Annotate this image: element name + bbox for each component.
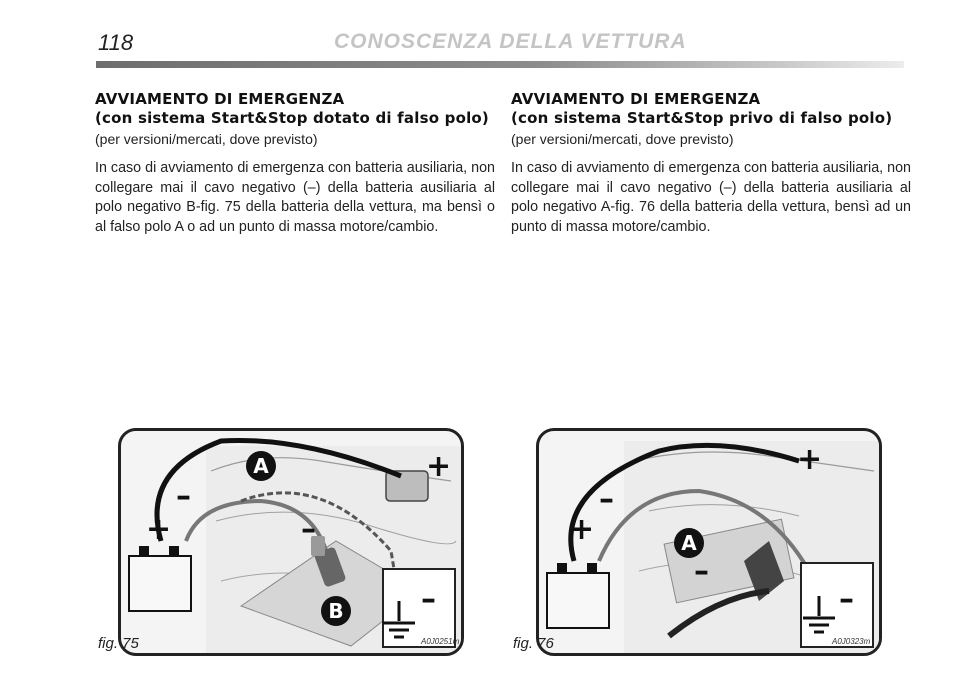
left-column <box>95 90 495 237</box>
minus-sign: – <box>176 479 191 514</box>
plus-sign: + <box>797 442 823 477</box>
figure-caption: fig. 75 <box>98 635 139 652</box>
header-rule <box>96 61 904 68</box>
section-subtitle: (con sistema Start&Stop dotato di falso polo) <box>95 109 489 127</box>
figure-caption: fig. 76 <box>513 635 554 652</box>
section-title: AVVIAMENTO DI EMERGENZA <box>95 90 345 108</box>
label-b: B <box>328 599 344 623</box>
minus-sign: – <box>694 554 709 589</box>
section-body: In caso di avviamento di emergenza con batteria ausiliaria, non collegare mai il cavo negativo (–) della batteria ausiliaria al polo negativo B-fig. 75 della batteria della vettura, ma bensì o al falso polo A o ad un punto di massa motore/cambio. <box>95 160 495 235</box>
minus-sign: – <box>599 482 614 517</box>
minus-sign: – <box>421 582 436 617</box>
figure-76-illustration <box>536 428 882 656</box>
section-subtitle: (con sistema Start&Stop privo di falso polo) <box>511 109 893 127</box>
minus-sign: – <box>839 582 854 617</box>
label-a: A <box>681 531 697 555</box>
plus-sign: + <box>426 449 452 484</box>
section-note: (per versioni/mercati, dove previsto) <box>95 131 318 147</box>
label-a: A <box>253 454 269 478</box>
figure-code: A0J0251m <box>421 637 460 646</box>
page-header-title: CONOSCENZA DELLA VETTURA <box>334 30 687 53</box>
figure-75-illustration <box>118 428 464 656</box>
section-title: AVVIAMENTO DI EMERGENZA <box>511 90 761 108</box>
plus-sign: + <box>146 512 172 547</box>
section-note: (per versioni/mercati, dove previsto) <box>511 131 734 147</box>
right-column <box>511 90 911 237</box>
section-body: In caso di avviamento di emergenza con batteria ausiliaria, non collegare mai il cavo negativo (–) della batteria ausiliaria al polo negativo A-fig. 76 della batteria della vettura, bensì ad un punto di massa motore/cambio. <box>511 160 911 235</box>
figure-code: A0J0323m <box>832 637 871 646</box>
plus-sign: + <box>569 512 595 547</box>
page-number: 118 <box>98 30 134 55</box>
minus-sign: – <box>301 512 316 547</box>
